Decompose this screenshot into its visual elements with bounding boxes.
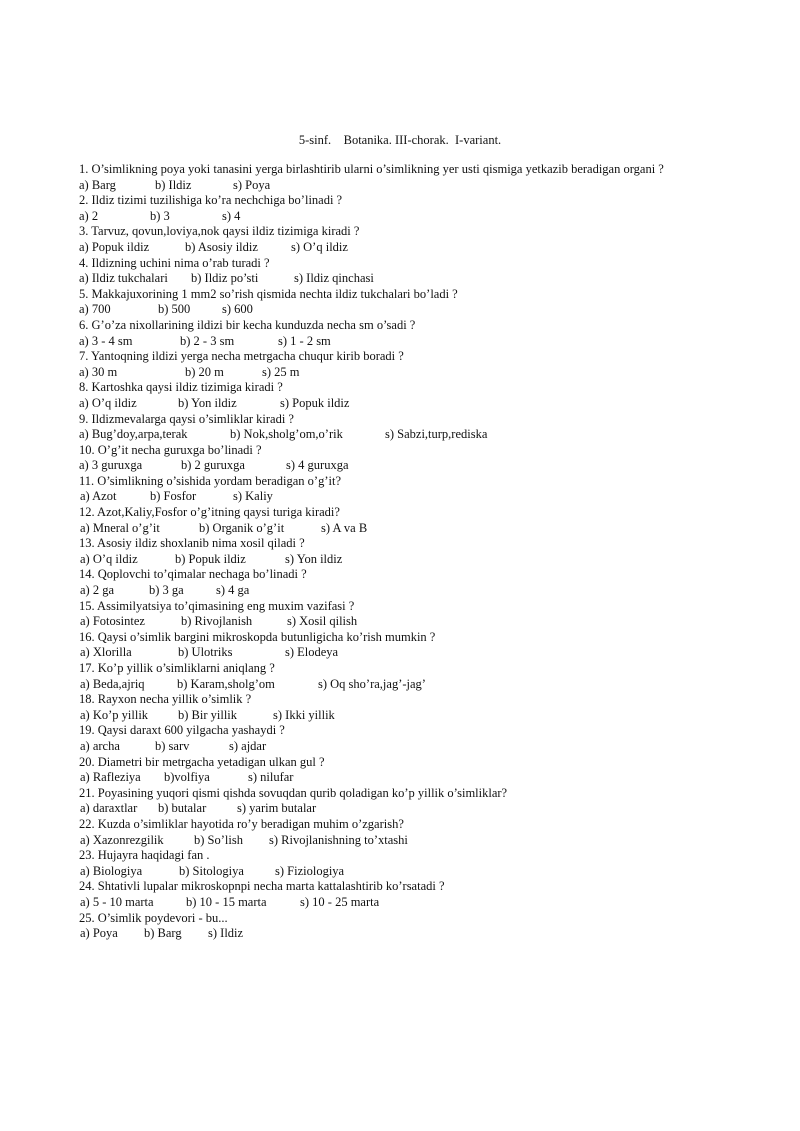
question-text: 7. Yantoqning ildizi yerga necha metrgacha chuqur kirib boradi ? <box>79 349 404 364</box>
question-text: 4. Ildizning uchini nima o’rab turadi ? <box>79 255 270 270</box>
question-item <box>79 224 760 255</box>
question-item <box>79 287 760 318</box>
answer-options <box>79 209 760 225</box>
question-item <box>79 349 760 380</box>
answer-option: a) O’q ildiz <box>79 395 137 410</box>
answer-options <box>79 614 760 630</box>
answer-options <box>79 178 760 194</box>
answer-option: s) 4 <box>222 208 241 223</box>
answer-option: a) Beda,ajriq <box>80 676 145 691</box>
answer-option: a) archa <box>80 738 120 753</box>
answer-option: a) 3 - 4 sm <box>79 333 133 348</box>
question-text: 10. O’g’it necha guruxga bo’linadi ? <box>79 442 262 457</box>
answer-option: b) 10 - 15 marta <box>186 894 267 909</box>
answer-option: b) Asosiy ildiz <box>185 239 258 254</box>
answer-option: a) Fotosintez <box>80 614 145 629</box>
answer-option: s) O’q ildiz <box>291 239 348 254</box>
answer-options <box>79 895 760 911</box>
answer-option: a) 30 m <box>79 364 118 379</box>
answer-options <box>79 521 760 537</box>
answer-options <box>79 334 760 350</box>
question-text: 6. G’o’za nixollarining ildizi bir kecha kunduzda necha sm o’sadi ? <box>79 317 416 332</box>
question-text: 1. O’simlikning poya yoki tanasini yerga birlashtirib ularni o’simlikning yer usti qismiga yetkazib beradigan organi ? <box>79 162 664 176</box>
question-text: 15. Assimilyatsiya to’qimasining eng muxim vazifasi ? <box>79 598 355 613</box>
answer-option: b) sarv <box>155 738 190 753</box>
question-item <box>79 786 760 817</box>
question-item <box>79 723 760 754</box>
answer-option: a) Azot <box>80 489 117 504</box>
answer-option: a) Rafleziya <box>80 770 141 785</box>
answer-option: a) 2 <box>79 208 99 223</box>
answer-option: a) 700 <box>79 302 111 317</box>
question-text: 17. Ko’p yillik o’simliklarni aniqlang ? <box>79 661 275 675</box>
answer-option: b) Yon ildiz <box>178 395 237 410</box>
answer-option: a) 2 ga <box>80 583 115 598</box>
answer-option: b) Popuk ildiz <box>175 551 246 566</box>
document-title: 5-sinf. Botanika. III-chorak. I-variant. <box>298 133 502 147</box>
answer-option: a) Mneral o’g’it <box>80 520 160 535</box>
answer-option: s) A va B <box>321 520 368 535</box>
answer-option: b) 3 ga <box>149 583 184 598</box>
answer-option: b) Ulotriks <box>178 645 233 660</box>
answer-option: s) Poya <box>233 177 271 192</box>
answer-options <box>79 489 760 505</box>
answer-option: s) 4 ga <box>216 583 250 598</box>
answer-option: b) 500 <box>158 302 191 317</box>
question-item <box>79 630 760 661</box>
answer-options <box>79 427 760 443</box>
answer-options <box>79 458 760 474</box>
question-item <box>79 412 760 443</box>
answer-options <box>79 833 760 849</box>
answer-options <box>79 708 760 724</box>
question-text: 13. Asosiy ildiz shoxlanib nima xosil qiladi ? <box>79 536 305 551</box>
answer-option: a) Ko’p yillik <box>80 707 149 722</box>
answer-option: b) 2 guruxga <box>181 458 245 473</box>
question-text: 5. Makkajuxorining 1 mm2 so’rish qismida nechta ildiz tukchalari bo’ladi ? <box>79 286 458 301</box>
question-text: 8. Kartoshka qaysi ildiz tizimiga kiradi ? <box>79 380 283 395</box>
question-item <box>79 567 760 598</box>
question-text: 19. Qaysi daraxt 600 yilgacha yashaydi ? <box>79 723 285 738</box>
answer-option: s) Fiziologiya <box>275 863 345 878</box>
answer-option: s) Ikki yillik <box>273 707 335 722</box>
answer-options <box>79 271 760 287</box>
answer-option: s) Rivojlanishning to’xtashi <box>269 832 408 847</box>
question-item <box>79 193 760 224</box>
question-item <box>79 661 760 692</box>
answer-option: b) butalar <box>158 801 207 816</box>
answer-option: a) Bug’doy,arpa,terak <box>79 427 188 442</box>
answer-option: b) Ildiz po’sti <box>191 271 259 286</box>
answer-options <box>79 552 760 568</box>
answer-option: s) 4 guruxga <box>286 458 349 473</box>
answer-option: b) Organik o’g’it <box>199 520 285 535</box>
answer-option: b) 3 <box>150 208 170 223</box>
question-item <box>79 911 760 942</box>
answer-option: b) Nok,sholg’om,o’rik <box>230 427 343 442</box>
question-item <box>79 162 760 193</box>
question-text: 20. Diametri bir metrgacha yetadigan ulkan gul ? <box>79 754 325 769</box>
question-text: 12. Azot,Kaliy,Fosfor o’g’itning qaysi turiga kiradi? <box>79 505 340 520</box>
answer-option: b) Sitologiya <box>179 863 244 878</box>
answer-option: s) 25 m <box>262 364 300 379</box>
answer-option: a) daraxtlar <box>80 801 138 816</box>
question-item <box>79 755 760 786</box>
question-item <box>79 256 760 287</box>
answer-option: b) Ildiz <box>155 177 192 192</box>
answer-option: b)volfiya <box>164 770 210 785</box>
question-item <box>79 474 760 505</box>
answer-option: a) O’q ildiz <box>80 551 138 566</box>
answer-options <box>79 739 760 755</box>
quiz-body <box>79 162 760 942</box>
answer-option: a) Barg <box>79 177 116 192</box>
question-item <box>79 879 760 910</box>
answer-options <box>79 677 760 693</box>
answer-option: s) Oq sho’ra,jag’-jag’ <box>318 676 426 691</box>
answer-option: s) yarim butalar <box>237 801 317 816</box>
answer-option: s) Popuk ildiz <box>280 395 350 410</box>
question-text: 3. Tarvuz, qovun,loviya,nok qaysi ildiz tizimiga kiradi ? <box>79 224 360 239</box>
question-item <box>79 536 760 567</box>
question-text: 11. O’simlikning o’sishida yordam beradigan o’g’it? <box>79 473 341 488</box>
answer-option: s) Yon ildiz <box>285 551 343 566</box>
question-item <box>79 380 760 411</box>
answer-option: s) 10 - 25 marta <box>300 894 380 909</box>
answer-option: b) 20 m <box>185 364 224 379</box>
question-item <box>79 817 760 848</box>
answer-option: s) Ildiz qinchasi <box>294 271 374 286</box>
question-text: 16. Qaysi o’simlik bargini mikroskopda butunligicha ko’rish mumkin ? <box>79 629 436 644</box>
answer-option: b) Fosfor <box>150 489 197 504</box>
answer-option: a) Ildiz tukchalari <box>79 271 168 286</box>
question-text: 22. Kuzda o’simliklar hayotida ro’y beradigan muhim o’zgarish? <box>79 816 404 831</box>
question-text: 21. Poyasining yuqori qismi qishda sovuqdan qurib qoladigan ko’p yillik o’simliklar? <box>79 785 508 800</box>
answer-option: s) Sabzi,turp,rediska <box>385 427 488 442</box>
answer-option: b) Karam,sholg’om <box>177 676 275 691</box>
question-text: 18. Rayxon necha yillik o’simlik ? <box>79 692 252 707</box>
answer-options <box>79 770 760 786</box>
question-text: 14. Qoplovchi to’qimalar nechaga bo’linadi ? <box>79 567 307 582</box>
question-item <box>79 692 760 723</box>
answer-options <box>79 926 760 942</box>
question-text: 24. Shtativli lupalar mikroskopnpi necha marta kattalashtirib ko’rsatadi ? <box>79 879 445 894</box>
answer-option: s) Xosil qilish <box>287 614 358 629</box>
answer-option: a) Biologiya <box>80 863 143 878</box>
question-item <box>79 599 760 630</box>
answer-option: b) So’lish <box>194 832 243 847</box>
question-text: 23. Hujayra haqidagi fan . <box>79 848 210 863</box>
answer-options <box>79 396 760 412</box>
answer-option: a) 3 guruxga <box>79 458 143 473</box>
answer-option: s) ajdar <box>229 738 267 753</box>
answer-options <box>79 302 760 318</box>
answer-option: s) Kaliy <box>233 489 273 504</box>
answer-option: a) Xlorilla <box>80 645 132 660</box>
question-item <box>79 318 760 349</box>
answer-option: s) nilufar <box>248 770 294 785</box>
answer-option: b) Rivojlanish <box>181 614 253 629</box>
question-text: 25. O’simlik poydevori - bu... <box>79 910 228 925</box>
question-text: 9. Ildizmevalarga qaysi o’simliklar kiradi ? <box>79 411 294 426</box>
answer-option: a) Xazonrezgilik <box>80 832 164 847</box>
answer-option: s) 600 <box>222 302 253 317</box>
answer-options <box>79 801 760 817</box>
question-item <box>79 848 760 879</box>
question-item <box>79 443 760 474</box>
answer-option: s) Ildiz <box>208 926 244 941</box>
answer-option: a) 5 - 10 marta <box>80 894 154 909</box>
answer-option: b) 2 - 3 sm <box>180 333 235 348</box>
answer-options <box>79 583 760 599</box>
answer-options <box>79 645 760 661</box>
answer-option: a) Poya <box>80 926 118 941</box>
answer-option: s) 1 - 2 sm <box>278 333 331 348</box>
answer-option: b) Bir yillik <box>178 707 238 722</box>
answer-options <box>79 240 760 256</box>
question-text: 2. Ildiz tizimi tuzilishiga ko’ra nechchiga bo’linadi ? <box>79 193 343 208</box>
question-item <box>79 505 760 536</box>
answer-options <box>79 864 760 880</box>
answer-option: a) Popuk ildiz <box>79 239 150 254</box>
answer-option: s) Elodeya <box>285 645 339 660</box>
answer-options <box>79 365 760 381</box>
answer-option: b) Barg <box>144 926 182 941</box>
